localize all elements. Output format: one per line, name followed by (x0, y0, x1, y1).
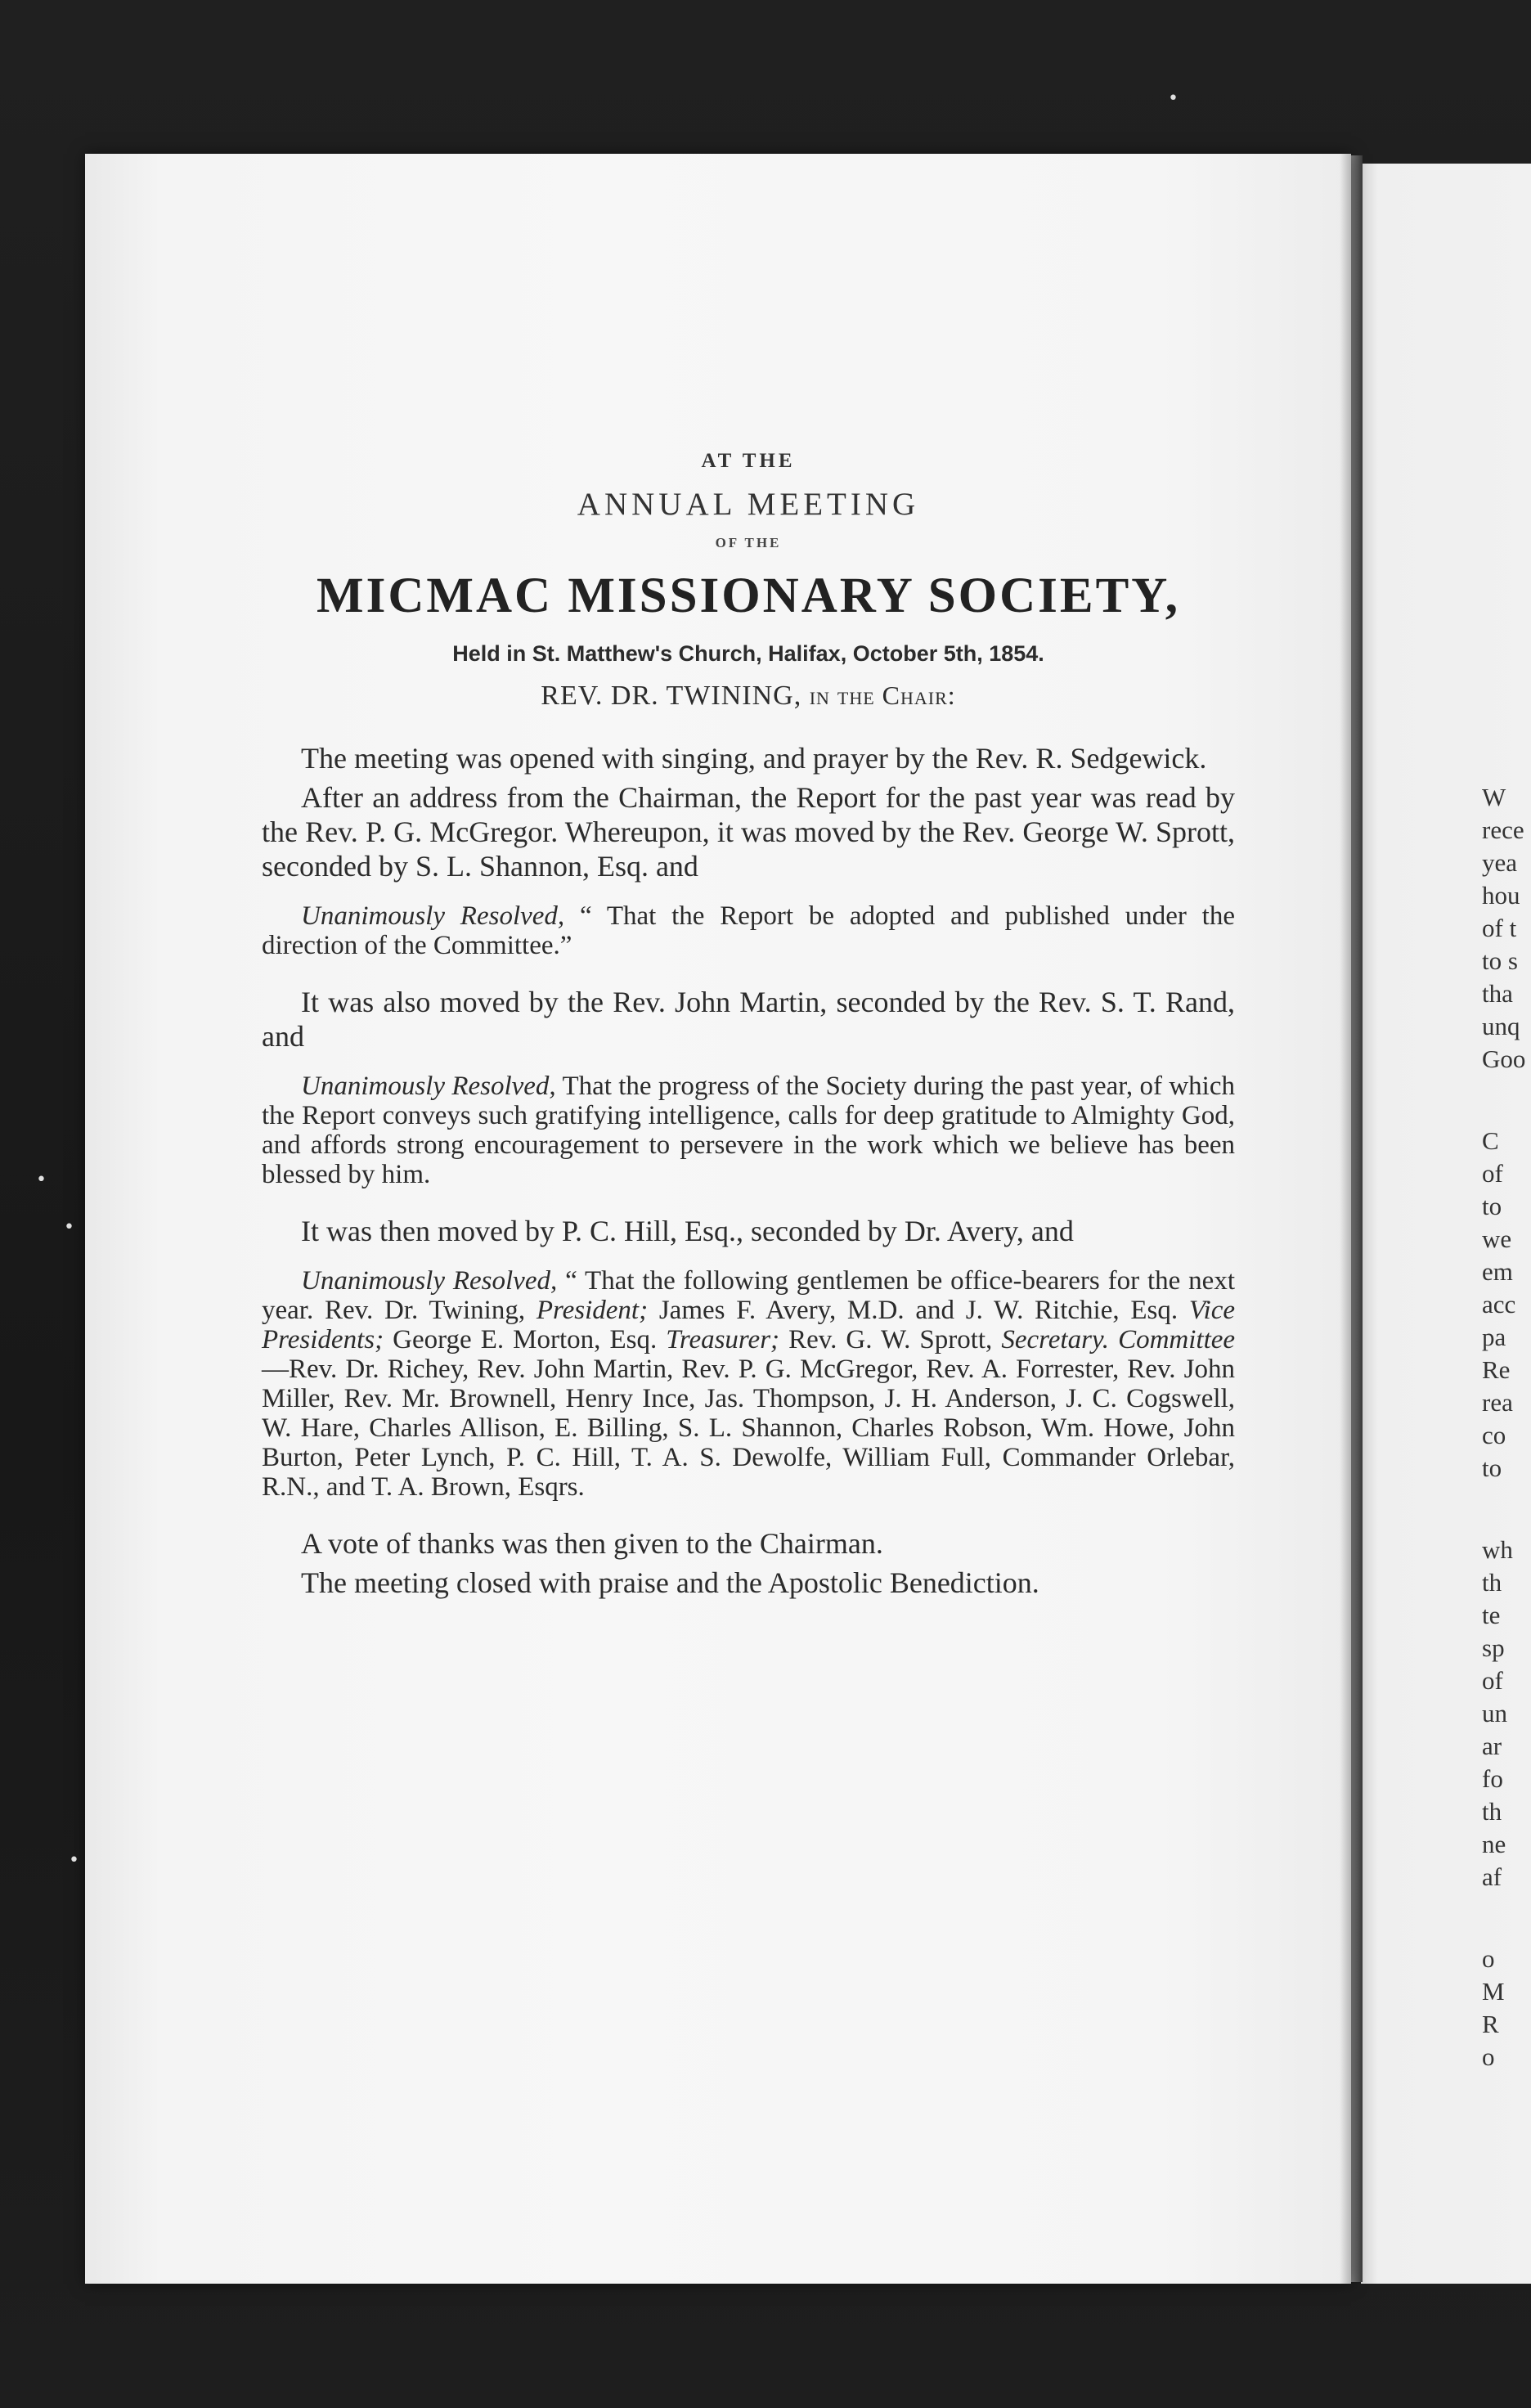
next-page-fragment: un (1482, 1699, 1507, 1727)
next-page-fragment: to (1482, 1192, 1502, 1220)
next-page-fragment: yea (1482, 848, 1518, 877)
next-page-fragment: W (1482, 783, 1506, 811)
role-treasurer: Treasurer; (666, 1325, 780, 1354)
resolution-3-text-d: Rev. G. W. Sprott, (788, 1325, 993, 1354)
role-committee: Committee (1118, 1325, 1236, 1354)
next-page-fragment: th (1482, 1568, 1502, 1597)
next-page-fragment: unq (1482, 1012, 1520, 1040)
next-page-fragment: hou (1482, 881, 1520, 910)
next-page-fragment: pa (1482, 1323, 1506, 1351)
header-of-the: OF THE (715, 535, 782, 550)
next-page-fragment: to (1482, 1453, 1502, 1482)
next-page-fragment: em (1482, 1257, 1513, 1286)
next-page-fragment: C (1482, 1126, 1499, 1155)
resolution-2-text: That the progress of the Society during the past year, of which the Report conveys such gratifying intelligence, calls for deep gratitude to Almighty God, and affords strong encouragement to persevere in the work which we believe has been blessed by him. (262, 1071, 1235, 1189)
next-page-fragment: th (1482, 1797, 1502, 1826)
next-page-fragment: wh (1482, 1535, 1513, 1564)
page-gutter (1351, 155, 1363, 2282)
next-page-fragment: co (1482, 1421, 1506, 1449)
resolution-1 (262, 901, 1235, 960)
paragraph-vote-of-thanks: A vote of thanks was then given to the Chairman. (301, 1527, 883, 1560)
next-page-fragment: o (1482, 2042, 1495, 2071)
next-page-fragment: of (1482, 1666, 1503, 1695)
next-page-fragment: M (1482, 1977, 1505, 2006)
resolution-2-label: Unanimously Resolved, (301, 1071, 556, 1101)
next-page-fragment: Goo (1482, 1045, 1526, 1073)
chairman-line (262, 681, 1235, 720)
next-page-fragment: acc (1482, 1290, 1516, 1319)
society-title: MICMAC MISSIONARY SOCIETY, (317, 568, 1180, 623)
resolution-3-committee-list: —Rev. Dr. Richey, Rev. John Martin, Rev. P. G. McGregor, Rev. A. Forrester, Rev. John Miller, Rev. Mr. Brownell, Henry Ince, Jas. Thompson, J. H. Anderson, J. C. Cogswell, W. Hare, Charles Allison, E. Billing, S. L. Shannon, Charles Robson, Wm. Howe, John Burton, Peter Lynch, P. C. Hill, T. A. S. Dewolfe, William Full, Commander Orlebar, R.N., and T. A. Brown, Esqrs. (262, 1354, 1235, 1502)
next-page-fragment: te (1482, 1601, 1501, 1629)
resolution-1-label: Unanimously Resolved, (301, 901, 565, 931)
next-page-fragment: ne (1482, 1830, 1506, 1858)
resolution-3 (262, 1266, 1235, 1502)
resolution-3-text-b: James F. Avery, M.D. and J. W. Ritchie, Esq. (658, 1296, 1179, 1325)
next-page-fragment: to s (1482, 946, 1518, 975)
resolution-3-text-a: “ That the following gentlemen be office-bearers for the next year. Rev. Dr. Twining, (262, 1266, 1236, 1325)
header-at-the: AT THE (701, 450, 796, 472)
scan-speck: • (36, 1170, 47, 1190)
paragraph-second-motion: It was also moved by the Rev. John Martin, seconded by the Rev. S. T. Rand, and (262, 986, 1235, 1053)
next-page-gap (1482, 1894, 1531, 1943)
role-secretary: Secretary. (1001, 1325, 1110, 1354)
next-page-gap (1482, 1485, 1531, 1534)
next-page-fragment: of t (1482, 914, 1517, 942)
next-page-fragment: we (1482, 1224, 1512, 1253)
meeting-location-date: Held in St. Matthew's Church, Halifax, October 5th, 1854. (452, 641, 1044, 666)
resolution-3-text-c: George E. Morton, Esq. (393, 1325, 658, 1354)
next-page-fragment: R (1482, 2010, 1499, 2038)
paragraph-third-motion: It was then moved by P. C. Hill, Esq., seconded by Dr. Avery, and (301, 1215, 1074, 1247)
paragraph-report: After an address from the Chairman, the Report for the past year was read by the Rev. P. G. McGregor. Whereupon, it was moved by the Rev. George W. Sprott, seconded by S. L. Shannon, Esq. and (262, 781, 1235, 883)
next-page-fragment: ar (1482, 1732, 1502, 1760)
role-president: President; (536, 1296, 649, 1325)
next-page-fragment: sp (1482, 1633, 1505, 1662)
next-page-fragment: fo (1482, 1764, 1503, 1793)
next-page-fragment: of (1482, 1159, 1503, 1188)
next-page-text-fragments (1482, 781, 1531, 2073)
next-page-gap (1482, 1076, 1531, 1125)
next-page-fragment: Re (1482, 1355, 1511, 1384)
resolution-2 (262, 1071, 1235, 1189)
header-annual-meeting: ANNUAL MEETING (577, 487, 920, 522)
scan-speck: • (69, 1850, 79, 1871)
paragraph-opening: The meeting was opened with singing, and prayer by the Rev. R. Sedgewick. (301, 742, 1207, 775)
scan-speck: • (1168, 88, 1179, 109)
chairman-role: in the Chair: (809, 681, 956, 710)
document-content (262, 450, 1235, 1600)
next-page-fragment: o (1482, 1944, 1495, 1973)
resolution-1-text: “ That the Report be adopted and published under the direction of the Committee.” (262, 901, 1235, 960)
next-page-fragment: rea (1482, 1388, 1513, 1417)
page-edge-shadow (1340, 154, 1351, 2284)
next-page-fragment: tha (1482, 979, 1513, 1008)
next-page-fragment: rece (1482, 815, 1524, 844)
resolution-3-label: Unanimously Resolved, (301, 1266, 558, 1296)
chairman-name: REV. DR. TWINING, (541, 681, 802, 711)
next-page-fragment: af (1482, 1862, 1502, 1891)
scan-speck: • (64, 1217, 74, 1238)
role-vice-presidents: Vice Presidents; (262, 1296, 1235, 1354)
paragraph-closing: The meeting closed with praise and the Apostolic Benediction. (301, 1566, 1039, 1599)
